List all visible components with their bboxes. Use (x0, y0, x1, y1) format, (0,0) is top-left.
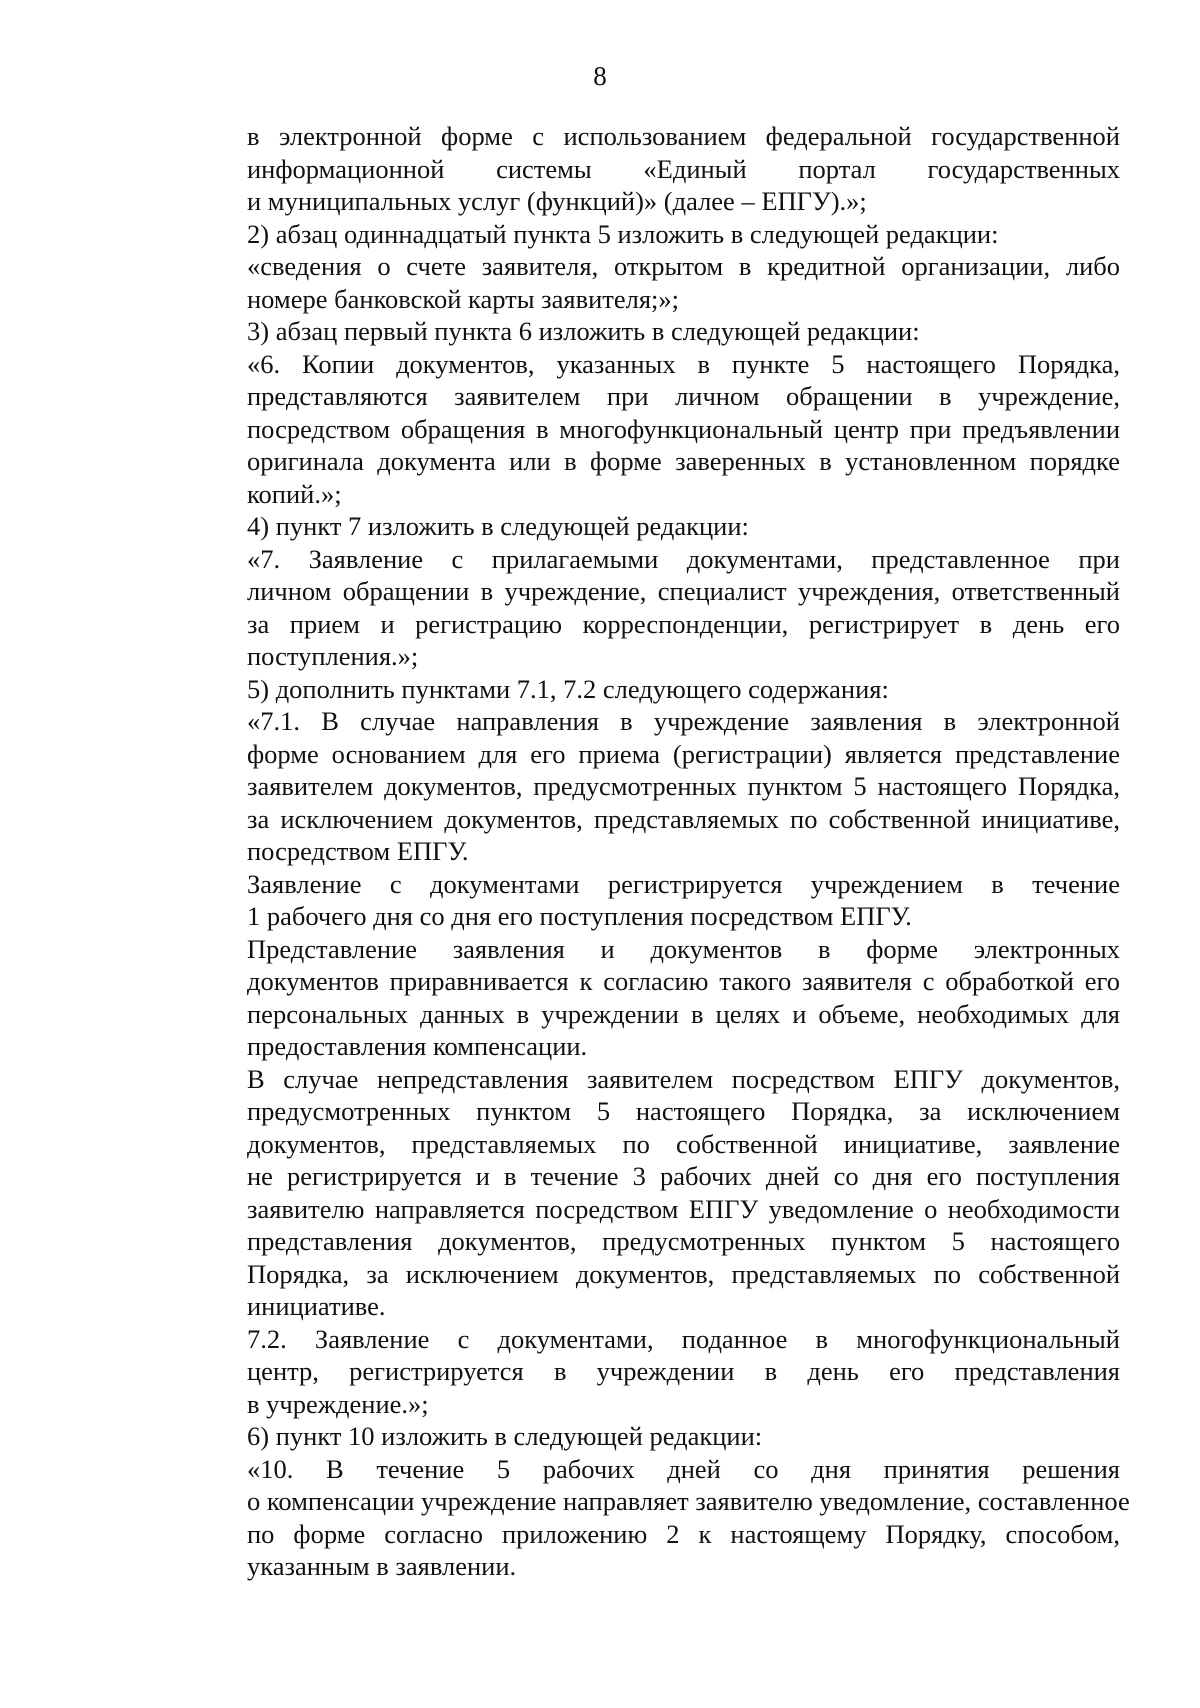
paragraph (175, 348, 1120, 511)
text-line: посредством ЕПГУ. (247, 836, 469, 866)
text-line: не регистрируется и в течение 3 рабочих дней со дня его поступления (247, 1161, 1120, 1191)
text-line: за прием и регистрацию корреспонденции, регистрирует в день его (247, 608, 1120, 639)
text-line: 2) абзац одиннадцатый пункта 5 изложить в следующей редакции: (247, 218, 999, 249)
document-body (175, 120, 1130, 1583)
text-line: предусмотренных пунктом 5 настоящего Порядка, за исключением (247, 1096, 1120, 1126)
text-line: 7.2. Заявление с документами, поданное в многофункциональный (247, 1323, 1120, 1354)
text-line: «7.1. В случае направления в учреждение заявления в электронной (247, 706, 1120, 736)
paragraph (175, 705, 1120, 868)
text-line: В случае непредставления заявителем посредством ЕПГУ документов, (247, 1063, 1120, 1094)
text-line: оригинала документа или в форме заверенных в установленном порядке (247, 446, 1120, 476)
text-line: информационной системы «Единый портал государственных (247, 153, 1120, 184)
text-line: посредством обращения в многофункциональный центр при предъявлении (247, 413, 1120, 444)
text-line: «6. Копии документов, указанных в пункте 5 настоящего Порядка, (247, 348, 1120, 379)
text-line: «10. В течение 5 рабочих дней со дня принятия решения (247, 1453, 1120, 1484)
text-line: представляются заявителем при личном обращении в учреждение, (247, 381, 1120, 411)
text-line: персональных данных в учреждении в целях и объеме, необходимых для (247, 998, 1120, 1029)
text-line: в учреждение.»; (247, 1388, 429, 1419)
text-line: форме основанием для его приема (регистрации) является представление (247, 738, 1120, 769)
page-number: 8 (593, 61, 607, 91)
text-line: заявителем документов, предусмотренных пунктом 5 настоящего Порядка, (247, 771, 1120, 801)
text-line: Представление заявления и документов в форме электронных (247, 933, 1120, 964)
text-line: и муниципальных услуг (функций)» (далее – ЕПГУ).»; (247, 186, 867, 216)
paragraph (175, 868, 1120, 933)
paragraph (175, 218, 1120, 251)
text-line: «7. Заявление с прилагаемыми документами, представленное при (247, 543, 1120, 574)
text-line: о компенсации учреждение направляет заявителю уведомление, составленное (247, 1486, 1130, 1516)
text-line: Заявление с документами регистрируется учреждением в течение (247, 868, 1120, 899)
text-line: номере банковской карты заявителя;»; (247, 283, 679, 314)
text-line: документов приравнивается к согласию такого заявителя с обработкой его (247, 966, 1120, 996)
text-line: представления документов, предусмотренных пунктом 5 настоящего (247, 1226, 1120, 1256)
text-line: 6) пункт 10 изложить в следующей редакции: (247, 1421, 763, 1451)
paragraph (175, 315, 1120, 348)
paragraph (175, 1063, 1120, 1323)
text-line: предоставления компенсации. (247, 1031, 588, 1061)
text-line: 4) пункт 7 изложить в следующей редакции: (247, 511, 749, 541)
paragraph (175, 1453, 1130, 1583)
paragraph (175, 250, 1120, 315)
text-line: заявителю направляется посредством ЕПГУ уведомление о необходимости (247, 1193, 1120, 1224)
paragraph (175, 543, 1120, 673)
text-line: Порядка, за исключением документов, представляемых по собственной (247, 1258, 1120, 1289)
text-line: в электронной форме с использованием федеральной государственной (247, 121, 1120, 151)
paragraph (175, 120, 1120, 218)
text-line: поступления.»; (247, 641, 419, 671)
text-line: по форме согласно приложению 2 к настоящему Порядку, способом, (247, 1518, 1120, 1549)
paragraph (175, 510, 1120, 543)
text-line: 5) дополнить пунктами 7.1, 7.2 следующего содержания: (247, 673, 889, 704)
paragraph (175, 1323, 1120, 1421)
paragraph (175, 933, 1120, 1063)
text-line: инициативе. (247, 1291, 386, 1321)
paragraph (175, 1420, 1120, 1453)
text-line: за исключением документов, представляемых по собственной инициативе, (247, 803, 1120, 834)
text-line: указанным в заявлении. (247, 1551, 517, 1581)
text-line: 1 рабочего дня со дня его поступления посредством ЕПГУ. (247, 901, 912, 931)
text-line: документов, представляемых по собственной инициативе, заявление (247, 1128, 1120, 1159)
paragraph (175, 673, 1120, 706)
text-line: личном обращении в учреждение, специалист учреждения, ответственный (247, 576, 1120, 606)
text-line: 3) абзац первый пункта 6 изложить в следующей редакции: (247, 316, 920, 346)
text-line: копий.»; (247, 478, 342, 509)
text-line: центр, регистрируется в учреждении в день его представления (247, 1356, 1120, 1386)
text-line: «сведения о счете заявителя, открытом в кредитной организации, либо (247, 251, 1120, 281)
